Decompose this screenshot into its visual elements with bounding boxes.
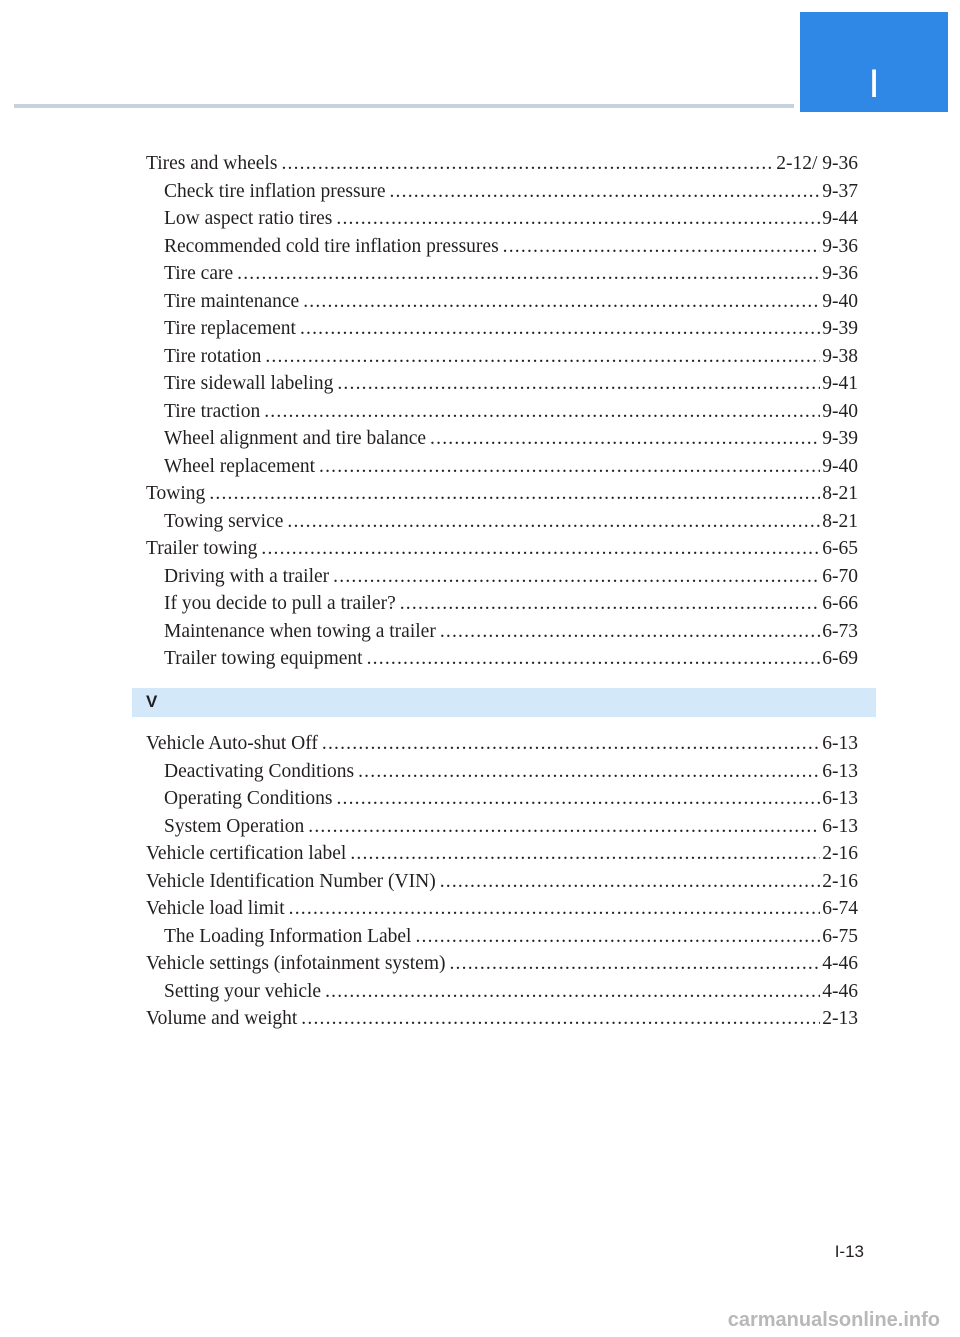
entry-title: If you decide to pull a trailer?	[164, 593, 396, 614]
entry-page-ref: 4-46	[822, 953, 858, 974]
entry-page-ref: 9-40	[822, 400, 858, 422]
dot-leader	[261, 535, 820, 563]
page-number: I-13	[834, 1242, 864, 1261]
index-subentry	[146, 785, 858, 813]
entry-page-ref: 6-73	[822, 620, 858, 642]
entry-title: System Operation	[164, 815, 305, 837]
entry-title: Tire care	[164, 263, 234, 284]
entry-page-ref: 6-13	[822, 733, 858, 754]
entry-page-ref: 9-38	[822, 345, 858, 367]
entry-page-ref: 9-36	[822, 263, 858, 284]
dot-leader	[209, 480, 820, 508]
entry-title: Setting your vehicle	[164, 980, 322, 1002]
section-letter: V	[146, 692, 158, 711]
dot-leader	[237, 260, 820, 288]
dot-leader	[287, 508, 820, 536]
index-list-t	[146, 150, 858, 673]
index-entry	[146, 840, 858, 868]
entry-page-ref: 2-12/ 9-36	[776, 153, 858, 174]
dot-leader	[322, 730, 820, 758]
index-entry	[146, 868, 858, 896]
entry-page-ref: 6-75	[822, 925, 858, 947]
index-subentry	[146, 645, 858, 673]
index-subentry	[146, 508, 858, 536]
entry-title: Volume and weight	[146, 1008, 298, 1029]
entry-page-ref: 6-66	[822, 593, 858, 614]
entry-page-ref: 9-40	[822, 290, 858, 312]
dot-leader	[319, 453, 820, 481]
entry-page-ref: 6-70	[822, 565, 858, 587]
chapter-tab-label: I	[868, 62, 880, 106]
entry-page-ref: 6-69	[822, 648, 858, 669]
entry-title: Wheel alignment and tire balance	[164, 428, 427, 449]
index-subentry	[146, 370, 858, 398]
dot-leader	[440, 868, 821, 896]
entry-title: Maintenance when towing a trailer	[164, 620, 436, 642]
entry-title: Vehicle certification label	[146, 843, 347, 864]
entry-title: Low aspect ratio tires	[164, 208, 333, 229]
entry-page-ref: 4-46	[822, 980, 858, 1002]
entry-title: Vehicle load limit	[146, 898, 285, 919]
dot-leader	[336, 205, 820, 233]
index-subentry	[146, 425, 858, 453]
entry-page-ref: 2-16	[822, 870, 858, 892]
entry-title: The Loading Information Label	[164, 925, 412, 947]
dot-leader	[503, 233, 821, 261]
index-entry	[146, 480, 858, 508]
index-subentry	[146, 563, 858, 591]
dot-leader	[440, 618, 820, 646]
index-entry	[146, 895, 858, 923]
index-entry	[146, 1005, 858, 1033]
entry-page-ref: 9-44	[822, 208, 858, 229]
watermark: carmanualsonline.info	[727, 1309, 940, 1331]
index-subentry	[146, 813, 858, 841]
entry-title: Towing service	[164, 510, 284, 532]
chapter-tab	[800, 12, 948, 112]
dot-leader	[333, 563, 820, 591]
entry-page-ref: 9-36	[822, 235, 858, 257]
header-rule	[14, 104, 794, 108]
dot-leader	[301, 1005, 820, 1033]
entry-title: Deactivating Conditions	[164, 760, 355, 782]
entry-title: Tire sidewall labeling	[164, 373, 334, 394]
index-subentry	[146, 590, 858, 618]
index-subentry	[146, 315, 858, 343]
entry-page-ref: 2-16	[822, 843, 858, 864]
entry-page-ref: 8-21	[822, 483, 858, 504]
index-list-v	[146, 730, 858, 1033]
entry-title: Operating Conditions	[164, 788, 333, 809]
dot-leader	[289, 895, 821, 923]
entry-title: Tire maintenance	[164, 290, 300, 312]
entry-page-ref: 9-39	[822, 318, 858, 339]
dot-leader	[337, 370, 820, 398]
entry-page-ref: 6-13	[822, 815, 858, 837]
index-subentry	[146, 260, 858, 288]
index-entry	[146, 950, 858, 978]
dot-leader	[300, 315, 820, 343]
entry-title: Vehicle Auto-shut Off	[146, 733, 318, 754]
entry-title: Towing	[146, 483, 206, 504]
entry-title: Trailer towing	[146, 538, 258, 559]
entry-page-ref: 9-40	[822, 455, 858, 477]
index-entry	[146, 730, 858, 758]
index-subentry	[146, 178, 858, 206]
entry-title: Recommended cold tire inflation pressures	[164, 235, 499, 257]
entry-page-ref: 6-65	[822, 538, 858, 559]
entry-title: Wheel replacement	[164, 455, 316, 477]
index-subentry	[146, 233, 858, 261]
dot-leader	[281, 150, 774, 178]
entry-page-ref: 6-13	[822, 788, 858, 809]
index-subentry	[146, 205, 858, 233]
entry-title: Check tire inflation pressure	[164, 180, 386, 202]
index-subentry	[146, 923, 858, 951]
entry-title: Tire replacement	[164, 318, 296, 339]
dot-leader	[449, 950, 820, 978]
entry-title: Vehicle settings (infotainment system)	[146, 953, 446, 974]
dot-leader	[308, 813, 820, 841]
dot-leader	[389, 178, 820, 206]
index-entry	[146, 150, 858, 178]
entry-page-ref: 2-13	[822, 1008, 858, 1029]
entry-title: Tire rotation	[164, 345, 262, 367]
index-subentry	[146, 978, 858, 1006]
index-entry	[146, 535, 858, 563]
dot-leader	[350, 840, 820, 868]
dot-leader	[415, 923, 820, 951]
entry-title: Trailer towing equipment	[164, 648, 363, 669]
dot-leader	[367, 645, 821, 673]
entry-page-ref: 9-41	[822, 373, 858, 394]
index-subentry	[146, 343, 858, 371]
index-subentry	[146, 618, 858, 646]
index-subentry	[146, 288, 858, 316]
dot-leader	[325, 978, 820, 1006]
index-subentry	[146, 453, 858, 481]
dot-leader	[336, 785, 820, 813]
entry-page-ref: 9-39	[822, 428, 858, 449]
dot-leader	[264, 398, 820, 426]
entry-page-ref: 6-74	[822, 898, 858, 919]
entry-title: Driving with a trailer	[164, 565, 330, 587]
entry-page-ref: 6-13	[822, 760, 858, 782]
entry-title: Vehicle Identification Number (VIN)	[146, 870, 436, 892]
dot-leader	[303, 288, 820, 316]
index-subentry	[146, 398, 858, 426]
index-subentry	[146, 758, 858, 786]
dot-leader	[400, 590, 821, 618]
entry-title: Tire traction	[164, 400, 261, 422]
entry-page-ref: 8-21	[822, 510, 858, 532]
entry-page-ref: 9-37	[822, 180, 858, 202]
dot-leader	[265, 343, 820, 371]
entry-title: Tires and wheels	[146, 153, 278, 174]
dot-leader	[358, 758, 820, 786]
section-header-v	[132, 688, 876, 717]
dot-leader	[430, 425, 820, 453]
